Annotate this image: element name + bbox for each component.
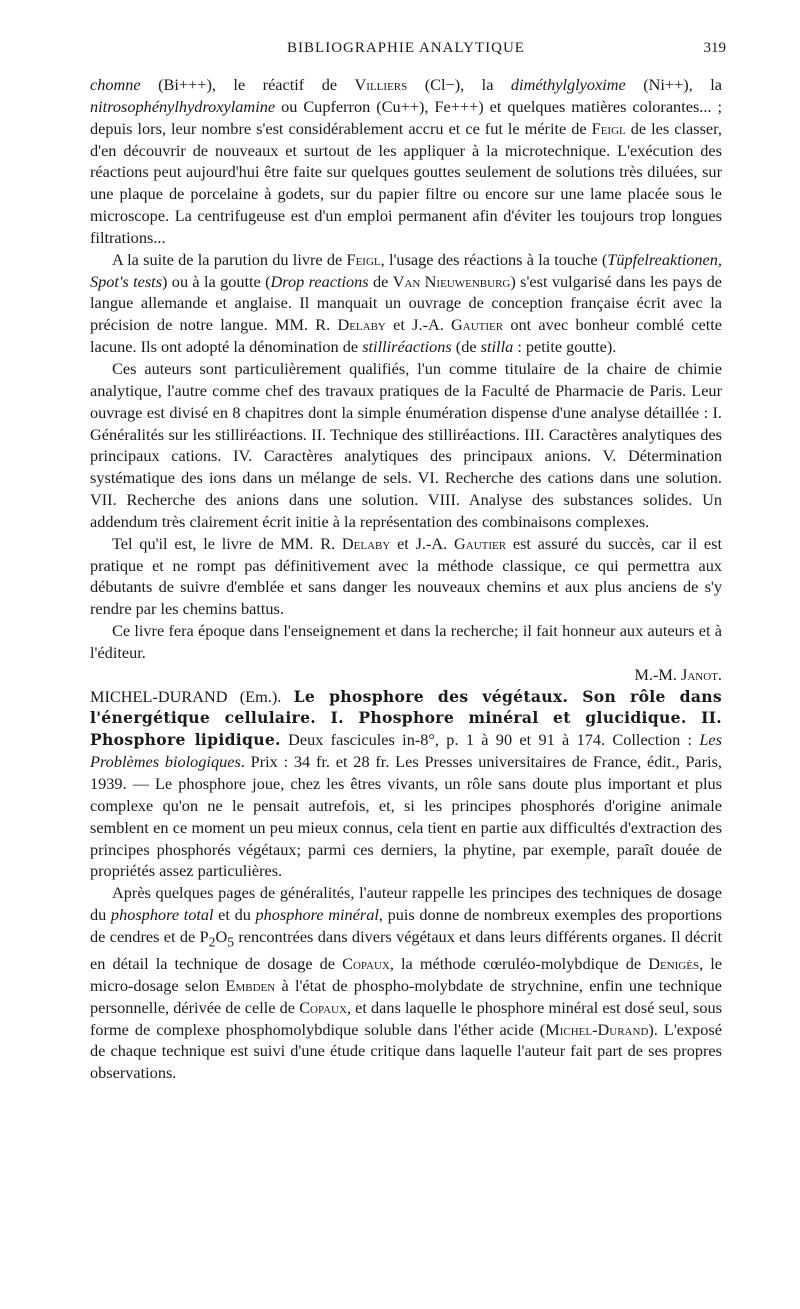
text: et J.-A.	[385, 315, 452, 335]
author-name: Delaby	[341, 533, 391, 553]
review2-paragraph-1	[90, 686, 722, 883]
running-head: BIBLIOGRAPHIE ANALYTIQUE	[287, 40, 525, 56]
author-name: Denigès	[648, 954, 700, 973]
text: ) ou à la goutte (	[162, 271, 271, 291]
text: de les classer, d'en découvrir de nouveaux et surtout de les appliquer à la microtechnique. L'exécution des réactions peut aujourd'hui être faite sur quelques gouttes seulement de solutions très diluées, sur une plaque de porcelaine à godets, sur du papier filtre ou encore sur une lame placée sous le microscope. La centrifugeuse est d'un emploi permanent afin d'éviter les toujours trop longues filtrations...	[90, 118, 722, 247]
text: rencontrées dans divers végétaux et dans leurs différents organes. Il décrit en détail la technique de dosage de	[90, 926, 722, 973]
text: : petite goutte).	[513, 337, 617, 357]
author-name: Copaux	[299, 997, 347, 1017]
text: , l'usage des réactions à la touche (	[380, 249, 608, 269]
author-name: Gautier	[454, 533, 507, 553]
author-name: Van Nieuwenburg	[392, 271, 511, 291]
text: ). L'exposé de chaque technique est suivi d'une étude critique dans laquelle l'auteur fait part de ses propres observations.	[90, 1019, 722, 1083]
text: Tel qu'il est, le livre de MM. R.	[112, 533, 342, 553]
signature-initials: M.-M.	[634, 664, 682, 684]
review1-paragraph-1	[90, 74, 722, 249]
text: , et dans laquelle le phosphore minéral est dosé seul, sous forme de complexe phosphomolybdique soluble dans l'éther acide (	[90, 997, 722, 1039]
text-italic: phosphore total	[110, 905, 214, 925]
reviewer-signature	[90, 664, 722, 686]
text: et du	[213, 905, 256, 925]
text: ont avec bonheur comblé cette lacune. Ils ont adopté la dénomination de	[90, 315, 723, 357]
author-name: Feigl	[346, 249, 381, 269]
text: ou Cupferron (Cu++), Fe+++) et quelques matières colorantes... ; depuis lors, leur nombre s'est considérablement accru et ce fut le mérite de	[90, 96, 722, 138]
page-number: 319	[703, 40, 726, 56]
text: Ce livre fera époque dans l'enseignement et dans la recherche; il fait honneur aux auteurs et à l'éditeur.	[90, 621, 722, 662]
text: , la méthode cœruléo-molybdique de	[389, 954, 649, 973]
text-italic: nitrosophénylhydroxylamine	[90, 96, 276, 116]
review1-paragraph-3: Ces auteurs sont particulièrement qualifiés, l'un comme titulaire de la chaire de chimie analytique, l'autre comme chef des travaux pratiques de la Faculté de Pharmacie de Paris. Leur ouvrage est divisé en 8 chapitres dont la simple énumération dispense d'une analyse détaillée : I. Généralités sur les stilliréactions. II. Technique des stilliréactions. III. Caractères analytiques des principaux cations. IV. Caractères analytiques des principaux anions. V. Détermination systématique des ions dans un mélange de sels. VI. Recherche des cations dans une solution. VII. Recherche des anions dans une solution. VIII. Analyse des substances solides. Un addendum très clairement écrit initie à la représentation des combinaisons complexes.	[90, 358, 722, 531]
author-name: Villiers	[354, 75, 408, 94]
text: A la suite de la parution du livre de	[112, 249, 347, 269]
text-italic: diméthylglyoxime	[510, 75, 626, 94]
text: . Prix : 34 fr. et 28 fr. Les Presses universitaires de France, édit., Paris, 1939. — Le phosphore joue, chez les êtres vivants, un rôle sans doute plus important et plus complexe qu'on ne le pensait autrefois, et, si les principes phosphorés d'origine animale semblent en ce moment un peu mieux connus, cela tient en partie aux difficultés d'extraction des principes phosphorés végétaux; parmi ces derniers, la phytine, par exemple, paraît douée de propriétés assez particulières.	[90, 752, 722, 881]
review1-paragraph-5	[90, 620, 722, 686]
author-name: Michel-Durand	[545, 1019, 649, 1039]
text: O	[215, 926, 228, 946]
review1-paragraph-4	[90, 533, 722, 620]
text: (Bi+++), le réactif de	[140, 75, 355, 94]
book-title: Le phosphore des végétaux. Son rôle dans l'énergétique cellulaire. I. Phosphore minéral et glucidique. II. Phosphore lipidique.	[90, 686, 722, 750]
text-italic: stilliréactions	[362, 337, 452, 357]
text-italic: Les Problèmes biologiques	[90, 730, 722, 772]
author-name: Embden	[225, 975, 276, 995]
text-italic: Tüpfelreaktionen, Spot's tests	[90, 249, 722, 291]
text: (Ni++), la	[625, 75, 722, 94]
text-italic: stilla	[480, 337, 514, 357]
article-body	[90, 74, 722, 1084]
author-name: Feigl	[591, 118, 626, 138]
author-name: Delaby	[337, 315, 386, 335]
text: (Cl−), la	[407, 75, 511, 94]
page-header	[90, 38, 726, 64]
text: à l'état de phospho-molybdate de strychnine, enfin une technique personnelle, dérivée de celle de	[90, 975, 722, 1017]
text: (de	[451, 337, 481, 357]
signature-name: Janot.	[681, 664, 722, 684]
author-name: Gautier	[451, 315, 504, 335]
subscript: 5	[227, 934, 235, 950]
subscript: 2	[208, 934, 216, 950]
text: , le micro-dosage selon	[90, 954, 722, 995]
review1-paragraph-2	[90, 249, 722, 358]
text: est assuré du succès, car il est pratique et ne rompt pas définitivement avec la méthode classique, ce qui permettra aux débutants de suivre d'emblée et sans danger les nouveaux chemins et aux plus anciens de s'y rendre par les chemins battus.	[90, 533, 722, 619]
review2-paragraph-2	[90, 882, 722, 1084]
text-italic: Drop reactions	[270, 271, 369, 291]
reviewed-author: MICHEL-DURAND (Em.).	[90, 686, 294, 706]
text-italic: phosphore minéral	[255, 905, 379, 925]
text: ) s'est vulgarisé dans les pays de langue allemande et anglaise. Il manquait un ouvrage de conception française écrit avec la précision de notre langue. MM. R.	[90, 271, 722, 335]
text: , puis donne de nombreux exemples des proportions de cendres et de P	[90, 905, 722, 946]
text: Deux fascicules in-8°, p. 1 à 90 et 91 à 174. Collection :	[280, 730, 700, 750]
page	[90, 38, 726, 1084]
text: Après quelques pages de généralités, l'auteur rappelle les principes des techniques de dosage du	[90, 883, 722, 925]
author-name: Copaux	[342, 954, 390, 973]
text-italic: chomne	[90, 75, 141, 94]
text: de	[368, 271, 393, 291]
text: et J.-A.	[390, 533, 454, 553]
